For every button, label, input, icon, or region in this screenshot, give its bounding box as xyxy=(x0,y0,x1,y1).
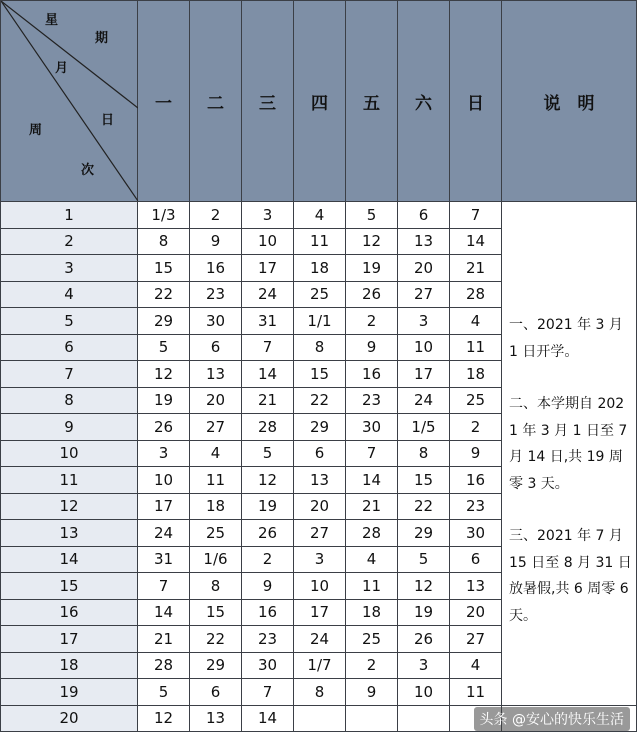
date-cell: 4 xyxy=(190,440,242,467)
date-cell: 8 xyxy=(294,679,346,706)
date-cell: 18 xyxy=(294,255,346,282)
date-cell: 23 xyxy=(346,387,398,414)
date-cell: 19 xyxy=(138,387,190,414)
date-cell: 2 xyxy=(346,652,398,679)
week-number: 19 xyxy=(1,679,138,706)
date-cell: 12 xyxy=(138,361,190,388)
corner-label-qi: 期 xyxy=(95,31,109,46)
date-cell: 29 xyxy=(398,520,450,547)
date-cell: 17 xyxy=(138,493,190,520)
date-cell: 13 xyxy=(398,228,450,255)
date-cell: 29 xyxy=(190,652,242,679)
date-cell: 31 xyxy=(138,546,190,573)
day-header-sun: 日 xyxy=(450,1,502,202)
date-cell: 20 xyxy=(294,493,346,520)
date-cell: 4 xyxy=(450,652,502,679)
date-cell: 25 xyxy=(450,387,502,414)
date-cell: 23 xyxy=(450,493,502,520)
date-cell: 6 xyxy=(398,202,450,229)
note-item: 一、2021 年 3 月 1 日开学。 xyxy=(509,317,623,360)
date-cell: 1/5 xyxy=(398,414,450,441)
date-cell: 13 xyxy=(294,467,346,494)
date-cell: 26 xyxy=(346,281,398,308)
calendar-body xyxy=(1,202,637,732)
date-cell: 6 xyxy=(190,679,242,706)
week-number: 3 xyxy=(1,255,138,282)
watermark: 头条 @安心的快乐生活 xyxy=(474,707,630,731)
date-cell: 30 xyxy=(242,652,294,679)
date-cell: 7 xyxy=(346,440,398,467)
date-cell: 1/7 xyxy=(294,652,346,679)
week-number: 18 xyxy=(1,652,138,679)
date-cell: 3 xyxy=(242,202,294,229)
table-row xyxy=(1,202,637,229)
note-item: 三、2021 年 7 月 15 日至 8 月 31 日放暑假,共 6 周零 6 天。 xyxy=(509,528,632,624)
date-cell: 10 xyxy=(398,334,450,361)
date-cell: 23 xyxy=(242,626,294,653)
date-cell: 22 xyxy=(294,387,346,414)
date-cell: 21 xyxy=(138,626,190,653)
date-cell: 13 xyxy=(190,361,242,388)
date-cell: 2 xyxy=(346,308,398,335)
date-cell: 4 xyxy=(450,308,502,335)
date-cell: 8 xyxy=(138,228,190,255)
date-cell: 3 xyxy=(398,308,450,335)
week-number: 13 xyxy=(1,520,138,547)
date-cell: 29 xyxy=(294,414,346,441)
day-header-sat: 六 xyxy=(398,1,450,202)
date-cell: 1/1 xyxy=(294,308,346,335)
date-cell: 10 xyxy=(242,228,294,255)
corner-label-yue: 月 xyxy=(55,61,69,76)
date-cell: 1/6 xyxy=(190,546,242,573)
diagonal-lines xyxy=(1,1,138,201)
date-cell: 19 xyxy=(398,599,450,626)
date-cell: 28 xyxy=(242,414,294,441)
date-cell: 9 xyxy=(242,573,294,600)
date-cell: 9 xyxy=(450,440,502,467)
week-number: 2 xyxy=(1,228,138,255)
date-cell: 20 xyxy=(190,387,242,414)
date-cell: 12 xyxy=(398,573,450,600)
week-number: 9 xyxy=(1,414,138,441)
date-cell: 30 xyxy=(190,308,242,335)
date-cell: 7 xyxy=(242,679,294,706)
week-number: 20 xyxy=(1,705,138,732)
date-cell: 16 xyxy=(242,599,294,626)
date-cell: 11 xyxy=(294,228,346,255)
date-cell: 30 xyxy=(450,520,502,547)
date-cell: 15 xyxy=(138,255,190,282)
date-cell xyxy=(294,705,346,732)
date-cell: 9 xyxy=(346,334,398,361)
day-header-mon: 一 xyxy=(138,1,190,202)
date-cell: 21 xyxy=(450,255,502,282)
date-cell: 23 xyxy=(190,281,242,308)
date-cell: 11 xyxy=(450,334,502,361)
date-cell: 14 xyxy=(242,361,294,388)
notes-cell xyxy=(502,202,637,706)
date-cell: 24 xyxy=(398,387,450,414)
date-cell: 2 xyxy=(450,414,502,441)
week-number: 10 xyxy=(1,440,138,467)
day-header-wed: 三 xyxy=(242,1,294,202)
week-number: 11 xyxy=(1,467,138,494)
date-cell: 22 xyxy=(398,493,450,520)
date-cell: 6 xyxy=(190,334,242,361)
date-cell: 8 xyxy=(294,334,346,361)
date-cell: 20 xyxy=(450,599,502,626)
date-cell: 28 xyxy=(450,281,502,308)
date-cell: 12 xyxy=(242,467,294,494)
date-cell: 5 xyxy=(138,679,190,706)
date-cell: 20 xyxy=(398,255,450,282)
date-cell: 14 xyxy=(346,467,398,494)
date-cell: 14 xyxy=(450,228,502,255)
corner-label-zhou: 周 xyxy=(29,123,43,138)
date-cell: 2 xyxy=(242,546,294,573)
date-cell: 13 xyxy=(450,573,502,600)
date-cell: 21 xyxy=(346,493,398,520)
date-cell: 15 xyxy=(398,467,450,494)
week-number: 4 xyxy=(1,281,138,308)
date-cell: 5 xyxy=(138,334,190,361)
date-cell: 14 xyxy=(242,705,294,732)
date-cell: 22 xyxy=(138,281,190,308)
week-number: 7 xyxy=(1,361,138,388)
date-cell: 4 xyxy=(294,202,346,229)
date-cell: 14 xyxy=(138,599,190,626)
week-number: 1 xyxy=(1,202,138,229)
week-number: 8 xyxy=(1,387,138,414)
week-number: 6 xyxy=(1,334,138,361)
date-cell: 26 xyxy=(242,520,294,547)
day-header-thu: 四 xyxy=(294,1,346,202)
week-number: 5 xyxy=(1,308,138,335)
date-cell: 5 xyxy=(398,546,450,573)
date-cell: 15 xyxy=(190,599,242,626)
corner-label-ci: 次 xyxy=(81,163,95,178)
date-cell: 27 xyxy=(398,281,450,308)
date-cell: 11 xyxy=(190,467,242,494)
date-cell: 1/3 xyxy=(138,202,190,229)
date-cell: 9 xyxy=(190,228,242,255)
date-cell: 2 xyxy=(190,202,242,229)
date-cell: 8 xyxy=(398,440,450,467)
date-cell: 28 xyxy=(138,652,190,679)
date-cell: 18 xyxy=(450,361,502,388)
date-cell: 24 xyxy=(242,281,294,308)
date-cell: 3 xyxy=(138,440,190,467)
date-cell: 18 xyxy=(190,493,242,520)
date-cell: 13 xyxy=(190,705,242,732)
corner-label-ri: 日 xyxy=(101,113,115,128)
date-cell xyxy=(346,705,398,732)
date-cell: 16 xyxy=(190,255,242,282)
date-cell: 29 xyxy=(138,308,190,335)
date-cell: 25 xyxy=(346,626,398,653)
date-cell: 8 xyxy=(190,573,242,600)
date-cell: 24 xyxy=(294,626,346,653)
date-cell: 26 xyxy=(398,626,450,653)
date-cell: 24 xyxy=(138,520,190,547)
date-cell: 4 xyxy=(346,546,398,573)
note-item: 二、本学期自 2021 年 3 月 1 日至 7 月 14 日,共 19 周零 3 天。 xyxy=(509,396,628,492)
date-cell: 27 xyxy=(294,520,346,547)
date-cell: 25 xyxy=(190,520,242,547)
date-cell: 18 xyxy=(346,599,398,626)
date-cell: 7 xyxy=(138,573,190,600)
day-header-tue: 二 xyxy=(190,1,242,202)
date-cell: 26 xyxy=(138,414,190,441)
day-header-fri: 五 xyxy=(346,1,398,202)
date-cell: 5 xyxy=(346,202,398,229)
date-cell: 17 xyxy=(242,255,294,282)
date-cell: 16 xyxy=(346,361,398,388)
date-cell: 10 xyxy=(138,467,190,494)
date-cell: 30 xyxy=(346,414,398,441)
date-cell: 5 xyxy=(242,440,294,467)
week-number: 16 xyxy=(1,599,138,626)
date-cell: 27 xyxy=(190,414,242,441)
week-number: 15 xyxy=(1,573,138,600)
date-cell: 6 xyxy=(294,440,346,467)
week-number: 17 xyxy=(1,626,138,653)
date-cell: 31 xyxy=(242,308,294,335)
date-cell: 19 xyxy=(242,493,294,520)
date-cell: 19 xyxy=(346,255,398,282)
date-cell: 7 xyxy=(450,202,502,229)
date-cell: 3 xyxy=(294,546,346,573)
date-cell: 10 xyxy=(398,679,450,706)
date-cell: 16 xyxy=(450,467,502,494)
date-cell: 11 xyxy=(450,679,502,706)
week-number: 12 xyxy=(1,493,138,520)
date-cell: 12 xyxy=(138,705,190,732)
date-cell: 9 xyxy=(346,679,398,706)
date-cell: 28 xyxy=(346,520,398,547)
date-cell: 6 xyxy=(450,546,502,573)
date-cell: 12 xyxy=(346,228,398,255)
date-cell: 25 xyxy=(294,281,346,308)
date-cell: 17 xyxy=(294,599,346,626)
date-cell: 3 xyxy=(398,652,450,679)
date-cell: 22 xyxy=(190,626,242,653)
date-cell: 7 xyxy=(242,334,294,361)
date-cell: 17 xyxy=(398,361,450,388)
corner-label-xing: 星 xyxy=(45,13,59,28)
corner-cell xyxy=(1,1,138,202)
note-header: 说 明 xyxy=(502,1,637,202)
date-cell: 15 xyxy=(294,361,346,388)
date-cell: 10 xyxy=(294,573,346,600)
date-cell xyxy=(398,705,450,732)
date-cell: 11 xyxy=(346,573,398,600)
date-cell: 27 xyxy=(450,626,502,653)
date-cell: 21 xyxy=(242,387,294,414)
week-number: 14 xyxy=(1,546,138,573)
header-row xyxy=(1,1,637,202)
